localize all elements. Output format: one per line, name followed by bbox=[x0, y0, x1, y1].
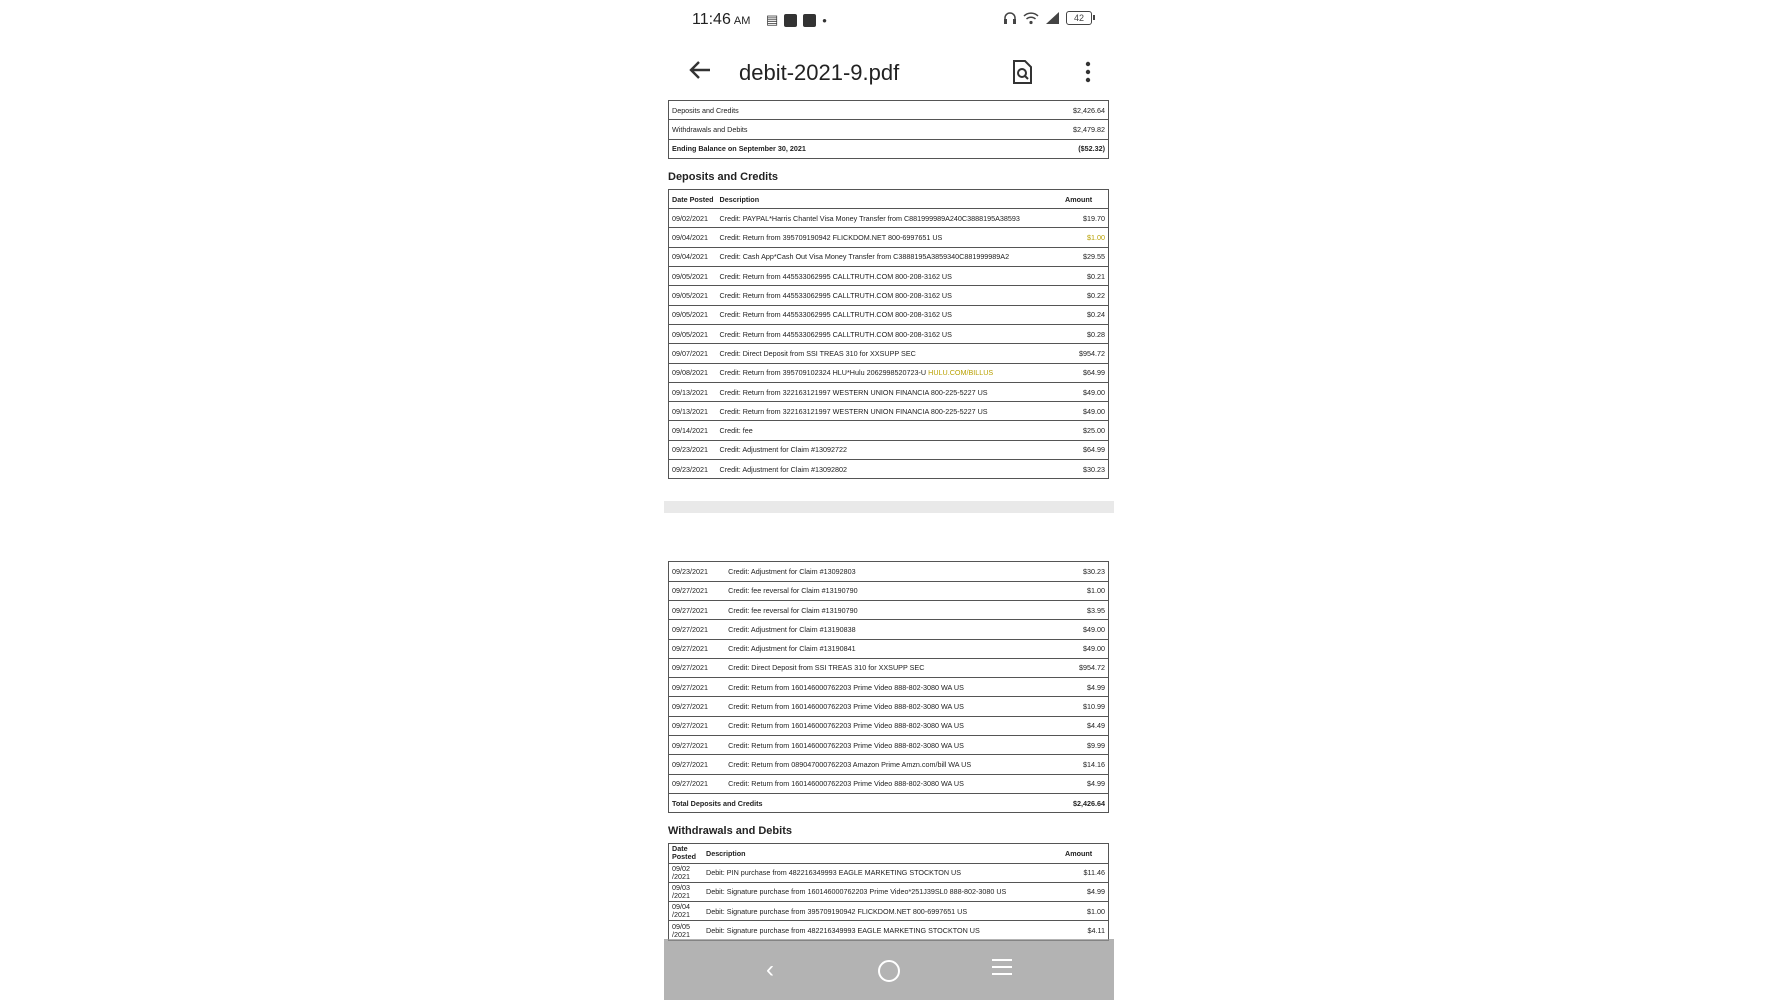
row-description: Credit: fee bbox=[717, 421, 1062, 440]
row-description: Credit: Return from 160146000762203 Prime Video 888-802-3080 WA US bbox=[725, 774, 1057, 793]
row-date: 09/08/2021 bbox=[669, 363, 717, 382]
deposit-row bbox=[669, 620, 1109, 639]
signal-icon bbox=[1045, 11, 1060, 25]
summary-row bbox=[669, 101, 1109, 120]
row-amount: $4.99 bbox=[1057, 774, 1108, 793]
row-amount: $49.00 bbox=[1062, 402, 1109, 421]
back-arrow-icon[interactable] bbox=[684, 54, 716, 86]
row-amount: $1.00 bbox=[1057, 581, 1108, 600]
row-description: Credit: Adjustment for Claim #13092803 bbox=[725, 562, 1057, 581]
battery-level: 42 bbox=[1073, 13, 1084, 23]
withdrawals-heading: Withdrawals and Debits bbox=[668, 825, 792, 838]
row-description: Credit: Return from 089047000762203 Amazon Prime Amzn.com/bill WA US bbox=[725, 755, 1057, 774]
withdrawal-row bbox=[669, 902, 1109, 921]
deposit-row bbox=[669, 736, 1109, 755]
more-options-icon[interactable] bbox=[1084, 60, 1092, 84]
row-description: Credit: fee reversal for Claim #13190790 bbox=[725, 600, 1057, 619]
header-date: Date Posted bbox=[669, 189, 717, 208]
header-description: Description bbox=[703, 844, 1062, 863]
deposit-row bbox=[669, 774, 1109, 793]
row-description: Credit: PAYPAL*Harris Chantel Visa Money Transfer from C881999989A240C3888195A38593 bbox=[717, 209, 1062, 228]
deposit-row bbox=[669, 267, 1109, 286]
summary-label: Withdrawals and Debits bbox=[669, 120, 1014, 139]
row-amount: $29.55 bbox=[1062, 247, 1109, 266]
summary-table bbox=[668, 100, 1109, 159]
summary-amount: ($52.32) bbox=[1014, 139, 1109, 158]
deposits-continued-table bbox=[668, 561, 1109, 813]
deposit-row bbox=[669, 247, 1109, 266]
more-notifications-icon: • bbox=[822, 12, 827, 28]
row-date: 09/23/2021 bbox=[669, 562, 726, 581]
row-description: Credit: Return from 160146000762203 Prime Video 888-802-3080 WA US bbox=[725, 678, 1057, 697]
row-date: 09/27/2021 bbox=[669, 755, 726, 774]
deposit-row bbox=[669, 600, 1109, 619]
row-description: Credit: Adjustment for Claim #13190838 bbox=[725, 620, 1057, 639]
row-date: 09/05 /2021 bbox=[669, 921, 704, 940]
row-description: Credit: Return from 445533062995 CALLTRUTH.COM 800-208-3162 US bbox=[717, 267, 1062, 286]
row-amount: $25.00 bbox=[1062, 421, 1109, 440]
deposit-row bbox=[669, 697, 1109, 716]
deposit-row bbox=[669, 324, 1109, 343]
message-icon: ▤ bbox=[766, 12, 779, 27]
header-description: Description bbox=[717, 189, 1062, 208]
wifi-icon bbox=[1023, 11, 1039, 25]
row-date: 09/23/2021 bbox=[669, 440, 717, 459]
pdf-viewer[interactable] bbox=[664, 100, 1114, 1000]
header-amount: Amount bbox=[1062, 844, 1109, 863]
deposit-row bbox=[669, 639, 1109, 658]
deposits-heading: Deposits and Credits bbox=[668, 170, 779, 183]
row-amount: $49.00 bbox=[1057, 620, 1108, 639]
withdrawal-row bbox=[669, 921, 1109, 940]
row-date: 09/27/2021 bbox=[669, 620, 726, 639]
row-description: Credit: Cash App*Cash Out Visa Money Transfer from C3888195A3859340C881999989A2 bbox=[717, 247, 1062, 266]
row-amount: $49.00 bbox=[1062, 382, 1109, 401]
phone-screen bbox=[664, 0, 1114, 1000]
row-amount: $30.23 bbox=[1062, 460, 1109, 479]
row-date: 09/03 /2021 bbox=[669, 882, 704, 901]
header-amount: Amount bbox=[1062, 189, 1109, 208]
row-date: 09/13/2021 bbox=[669, 382, 717, 401]
find-in-document-icon[interactable] bbox=[1010, 59, 1034, 85]
total-deposits-amount: $2,426.64 bbox=[1057, 793, 1108, 812]
header-date: Date Posted bbox=[669, 844, 704, 863]
deposit-row bbox=[669, 460, 1109, 479]
deposit-row bbox=[669, 562, 1109, 581]
row-amount: $14.16 bbox=[1057, 755, 1108, 774]
row-amount: $64.99 bbox=[1062, 440, 1109, 459]
row-date: 09/02/2021 bbox=[669, 209, 717, 228]
nav-home-icon[interactable] bbox=[878, 960, 900, 982]
deposits-table bbox=[668, 189, 1109, 479]
row-amount: $10.99 bbox=[1057, 697, 1108, 716]
row-date: 09/04/2021 bbox=[669, 228, 717, 247]
page-break bbox=[664, 479, 1114, 561]
notification-icons bbox=[766, 12, 827, 28]
deposit-row bbox=[669, 678, 1109, 697]
row-amount: $30.23 bbox=[1057, 562, 1108, 581]
row-description: Credit: Return from 395709102324 HLU*Hulu 2062998520723-U HULU.COM/BILLUS bbox=[717, 363, 1062, 382]
row-description: Credit: Adjustment for Claim #13092802 bbox=[717, 460, 1062, 479]
summary-label: Deposits and Credits bbox=[669, 101, 1014, 120]
row-amount: $19.70 bbox=[1062, 209, 1109, 228]
navigation-bar bbox=[664, 939, 1114, 1000]
row-date: 09/07/2021 bbox=[669, 344, 717, 363]
row-description: Credit: Return from 445533062995 CALLTRUTH.COM 800-208-3162 US bbox=[717, 305, 1062, 324]
withdrawal-row bbox=[669, 863, 1109, 882]
row-description: Credit: Return from 160146000762203 Prime Video 888-802-3080 WA US bbox=[725, 716, 1057, 735]
deposit-row bbox=[669, 382, 1109, 401]
deposit-row bbox=[669, 421, 1109, 440]
row-date: 09/05/2021 bbox=[669, 286, 717, 305]
deposit-row bbox=[669, 658, 1109, 677]
row-description: Debit: Signature purchase from 160146000762203 Prime Video*251J39SL0 888-802-3080 US bbox=[703, 882, 1062, 901]
row-date: 09/27/2021 bbox=[669, 658, 726, 677]
deposits-header-row bbox=[669, 189, 1109, 208]
row-description: Credit: Return from 322163121997 WESTERN UNION FINANCIA 800-225-5227 US bbox=[717, 402, 1062, 421]
row-description: Credit: Return from 322163121997 WESTERN UNION FINANCIA 800-225-5227 US bbox=[717, 382, 1062, 401]
row-amount: $1.00 bbox=[1062, 228, 1109, 247]
deposit-row bbox=[669, 344, 1109, 363]
row-date: 09/27/2021 bbox=[669, 736, 726, 755]
deposit-row bbox=[669, 209, 1109, 228]
row-amount: $0.21 bbox=[1062, 267, 1109, 286]
row-description: Debit: Signature purchase from 395709190942 FLICKDOM.NET 800-6997651 US bbox=[703, 902, 1062, 921]
row-date: 09/14/2021 bbox=[669, 421, 717, 440]
row-date: 09/27/2021 bbox=[669, 581, 726, 600]
deposit-row bbox=[669, 716, 1109, 735]
deposit-row bbox=[669, 402, 1109, 421]
row-amount: $954.72 bbox=[1057, 658, 1108, 677]
total-deposits-label: Total Deposits and Credits bbox=[669, 793, 1058, 812]
row-date: 09/23/2021 bbox=[669, 460, 717, 479]
row-description: Credit: Return from 445533062995 CALLTRUTH.COM 800-208-3162 US bbox=[717, 286, 1062, 305]
status-bar bbox=[664, 0, 1114, 40]
withdrawal-row bbox=[669, 882, 1109, 901]
summary-row bbox=[669, 139, 1109, 158]
row-amount: $64.99 bbox=[1062, 363, 1109, 382]
headphones-icon bbox=[1003, 11, 1017, 25]
row-description: Credit: Return from 445533062995 CALLTRUTH.COM 800-208-3162 US bbox=[717, 324, 1062, 343]
row-description: Credit: Adjustment for Claim #13190841 bbox=[725, 639, 1057, 658]
status-ampm: AM bbox=[733, 15, 751, 27]
row-amount: $4.49 bbox=[1057, 716, 1108, 735]
row-description: Credit: Return from 160146000762203 Prime Video 888-802-3080 WA US bbox=[725, 697, 1057, 716]
row-description: Credit: Direct Deposit from SSI TREAS 310 for XXSUPP SEC bbox=[717, 344, 1062, 363]
app-bar bbox=[664, 40, 1114, 100]
row-amount: $0.24 bbox=[1062, 305, 1109, 324]
row-description: Credit: Adjustment for Claim #13092722 bbox=[717, 440, 1062, 459]
row-amount: $1.00 bbox=[1062, 902, 1109, 921]
deposit-row bbox=[669, 363, 1109, 382]
deposit-row bbox=[669, 755, 1109, 774]
deposit-row bbox=[669, 581, 1109, 600]
nav-back-icon[interactable]: ‹ bbox=[766, 956, 774, 983]
deposit-row bbox=[669, 305, 1109, 324]
row-date: 09/27/2021 bbox=[669, 697, 726, 716]
row-date: 09/05/2021 bbox=[669, 267, 717, 286]
summary-row bbox=[669, 120, 1109, 139]
row-date: 09/27/2021 bbox=[669, 678, 726, 697]
row-date: 09/05/2021 bbox=[669, 305, 717, 324]
summary-amount: $2,426.64 bbox=[1014, 101, 1109, 120]
row-description: Credit: Return from 395709190942 FLICKDOM.NET 800-6997651 US bbox=[717, 228, 1062, 247]
deposit-row bbox=[669, 228, 1109, 247]
row-description: Credit: Return from 160146000762203 Prime Video 888-802-3080 WA US bbox=[725, 736, 1057, 755]
row-date: 09/27/2021 bbox=[669, 774, 726, 793]
status-time bbox=[692, 11, 750, 29]
row-amount: $0.28 bbox=[1062, 324, 1109, 343]
deposit-row bbox=[669, 286, 1109, 305]
row-description: Debit: PIN purchase from 482216349993 EAGLE MARKETING STOCKTON US bbox=[703, 863, 1062, 882]
row-date: 09/05/2021 bbox=[669, 324, 717, 343]
total-deposits-row bbox=[669, 793, 1109, 812]
row-description: Debit: Signature purchase from 482216349993 EAGLE MARKETING STOCKTON US bbox=[703, 921, 1062, 940]
nav-recents-icon[interactable] bbox=[992, 959, 1012, 977]
row-date: 09/27/2021 bbox=[669, 600, 726, 619]
row-amount: $4.99 bbox=[1062, 882, 1109, 901]
facebook-icon-2: f bbox=[803, 14, 816, 27]
row-description: Credit: fee reversal for Claim #13190790 bbox=[725, 581, 1057, 600]
row-date: 09/27/2021 bbox=[669, 639, 726, 658]
row-date: 09/04 /2021 bbox=[669, 902, 704, 921]
summary-amount: $2,479.82 bbox=[1014, 120, 1109, 139]
row-link[interactable]: HULU.COM/BILLUS bbox=[926, 368, 994, 378]
row-amount: $9.99 bbox=[1057, 736, 1108, 755]
deposit-row bbox=[669, 440, 1109, 459]
document-title: debit-2021-9.pdf bbox=[739, 60, 900, 85]
withdrawals-table bbox=[668, 843, 1109, 940]
row-amount: $11.46 bbox=[1062, 863, 1109, 882]
row-amount: $4.11 bbox=[1062, 921, 1109, 940]
summary-label: Ending Balance on September 30, 2021 bbox=[669, 139, 1014, 158]
row-date: 09/13/2021 bbox=[669, 402, 717, 421]
row-description: Credit: Direct Deposit from SSI TREAS 310 for XXSUPP SEC bbox=[725, 658, 1057, 677]
facebook-icon: f bbox=[784, 14, 797, 27]
withdrawals-header-row bbox=[669, 844, 1109, 863]
status-time-value: 11:46 bbox=[692, 11, 731, 28]
row-amount: $954.72 bbox=[1062, 344, 1109, 363]
row-amount: $49.00 bbox=[1057, 639, 1108, 658]
row-amount: $0.22 bbox=[1062, 286, 1109, 305]
row-date: 09/04/2021 bbox=[669, 247, 717, 266]
row-amount: $4.99 bbox=[1057, 678, 1108, 697]
battery-icon bbox=[1066, 11, 1092, 25]
system-icons bbox=[1003, 11, 1092, 25]
row-date: 09/27/2021 bbox=[669, 716, 726, 735]
row-date: 09/02 /2021 bbox=[669, 863, 704, 882]
row-amount: $3.95 bbox=[1057, 600, 1108, 619]
